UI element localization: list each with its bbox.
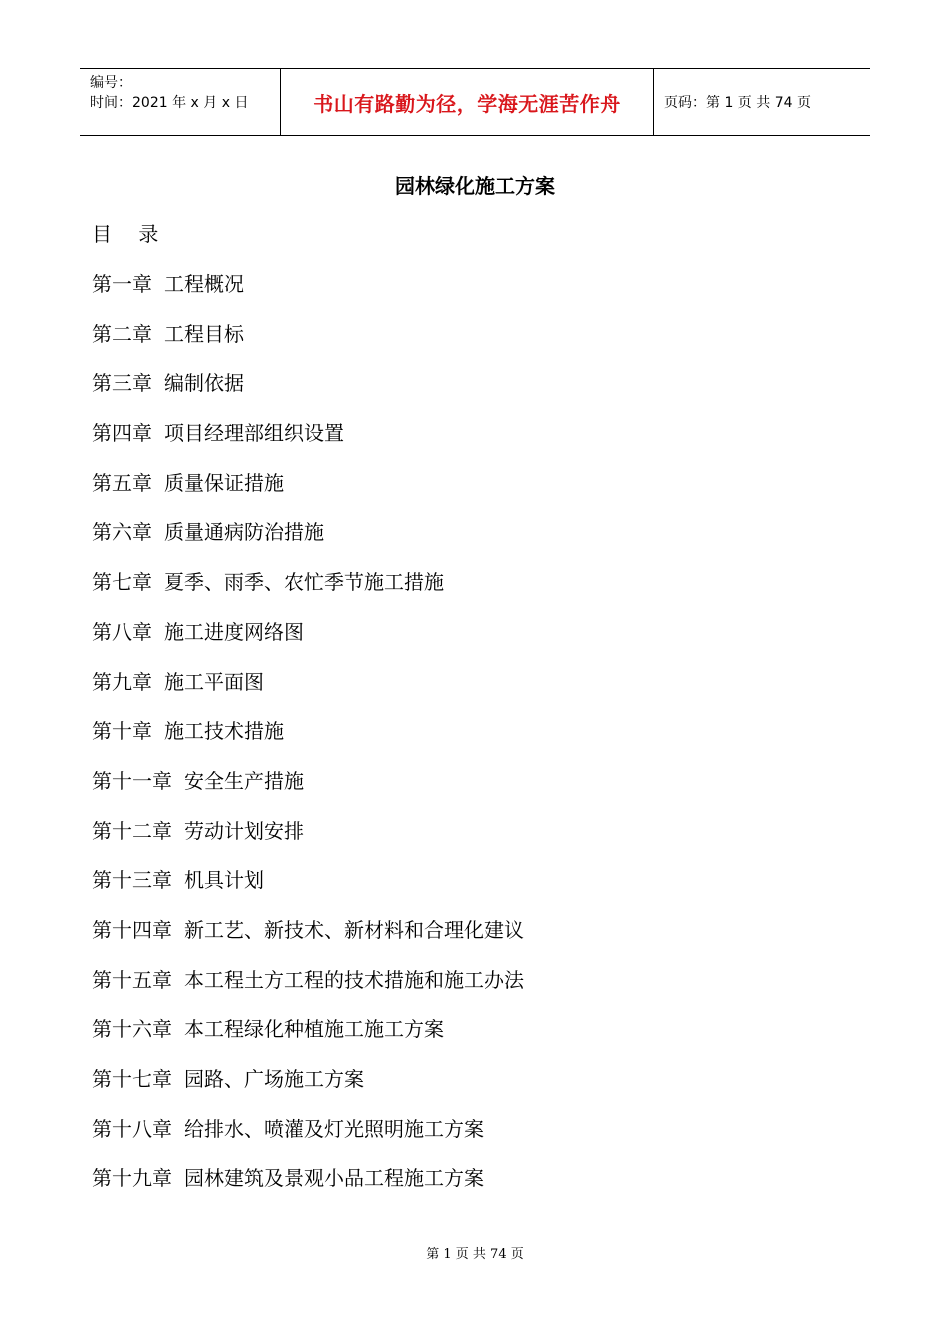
toc-chapter-number: 第五章 (92, 470, 152, 495)
toc-chapter-number: 第十四章 (92, 917, 172, 942)
toc-chapter-number: 第四章 (92, 421, 152, 446)
time-label: 时间：2021 年 x 月 x 日 (90, 95, 249, 111)
toc-chapter-number: 第十七章 (92, 1067, 172, 1091)
toc-chapter-number: 第二章 (92, 321, 152, 346)
toc-chapter-title: 给排水、喷灌及灯光照明施工方案 (184, 1116, 484, 1141)
toc-item (92, 1164, 524, 1214)
toc-chapter-title: 劳动计划安排 (184, 818, 304, 843)
toc-chapter-title: 本工程土方工程的技术措施和施工办法 (184, 967, 524, 992)
toc-chapter-number: 第一章 (92, 272, 152, 296)
toc-item (92, 717, 524, 767)
toc-chapter-title: 机具计划 (184, 868, 264, 893)
toc-item (92, 568, 524, 618)
toc-item (92, 866, 524, 916)
toc-chapter-number: 第十章 (92, 719, 152, 744)
toc-item (92, 767, 524, 817)
toc-item (92, 518, 524, 568)
table-of-contents (92, 270, 524, 1214)
toc-item (92, 369, 524, 419)
header-page-info: 页码：第 1 页 共 74 页 (664, 95, 811, 111)
toc-chapter-number: 第八章 (92, 619, 152, 644)
toc-item (92, 320, 524, 370)
toc-item (92, 668, 524, 718)
toc-item (92, 270, 524, 320)
toc-item (92, 817, 524, 867)
toc-chapter-title: 工程目标 (164, 321, 244, 346)
toc-item (92, 1065, 524, 1115)
toc-chapter-number: 第十三章 (92, 868, 172, 893)
toc-chapter-title: 新工艺、新技术、新材料和合理化建议 (184, 917, 524, 942)
toc-chapter-number: 第十八章 (92, 1116, 172, 1141)
header-meta (80, 69, 281, 135)
toc-item (92, 916, 524, 966)
toc-chapter-number: 第十二章 (92, 818, 172, 843)
toc-item (92, 618, 524, 668)
header-motto: 书山有路勤为径，学海无涯苦作舟 (281, 69, 654, 135)
toc-chapter-number: 第十一章 (92, 768, 172, 793)
document-title: 园林绿化施工方案 (395, 174, 555, 198)
toc-chapter-title: 编制依据 (164, 371, 244, 396)
toc-chapter-number: 第九章 (92, 669, 152, 694)
toc-chapter-title: 园路、广场施工方案 (184, 1067, 364, 1091)
toc-chapter-title: 施工进度网络图 (164, 619, 304, 644)
toc-chapter-number: 第三章 (92, 371, 152, 396)
toc-chapter-title: 质量通病防治措施 (164, 520, 324, 545)
toc-chapter-title: 质量保证措施 (164, 470, 284, 495)
toc-heading: 目 录 (92, 222, 169, 246)
number-label: 编号： (90, 75, 132, 91)
toc-chapter-number: 第六章 (92, 520, 152, 545)
toc-chapter-number: 第十五章 (92, 967, 172, 992)
toc-chapter-title: 施工技术措施 (164, 719, 284, 744)
toc-chapter-number: 第十六章 (92, 1017, 172, 1042)
toc-chapter-title: 施工平面图 (164, 669, 264, 694)
toc-item (92, 419, 524, 469)
toc-item (92, 1115, 524, 1165)
toc-item (92, 469, 524, 519)
toc-chapter-number: 第十九章 (92, 1166, 172, 1191)
toc-chapter-title: 项目经理部组织设置 (164, 421, 344, 446)
toc-chapter-number: 第七章 (92, 570, 152, 595)
toc-item (92, 1015, 524, 1065)
page-footer: 第 1 页 共 74 页 (426, 1247, 524, 1262)
toc-chapter-title: 工程概况 (164, 272, 244, 296)
toc-chapter-title: 安全生产措施 (184, 768, 304, 793)
toc-chapter-title: 本工程绿化种植施工施工方案 (184, 1017, 444, 1042)
toc-chapter-title: 夏季、雨季、农忙季节施工措施 (164, 570, 444, 595)
page-header (80, 68, 870, 136)
toc-chapter-title: 园林建筑及景观小品工程施工方案 (184, 1166, 484, 1191)
toc-item (92, 966, 524, 1016)
